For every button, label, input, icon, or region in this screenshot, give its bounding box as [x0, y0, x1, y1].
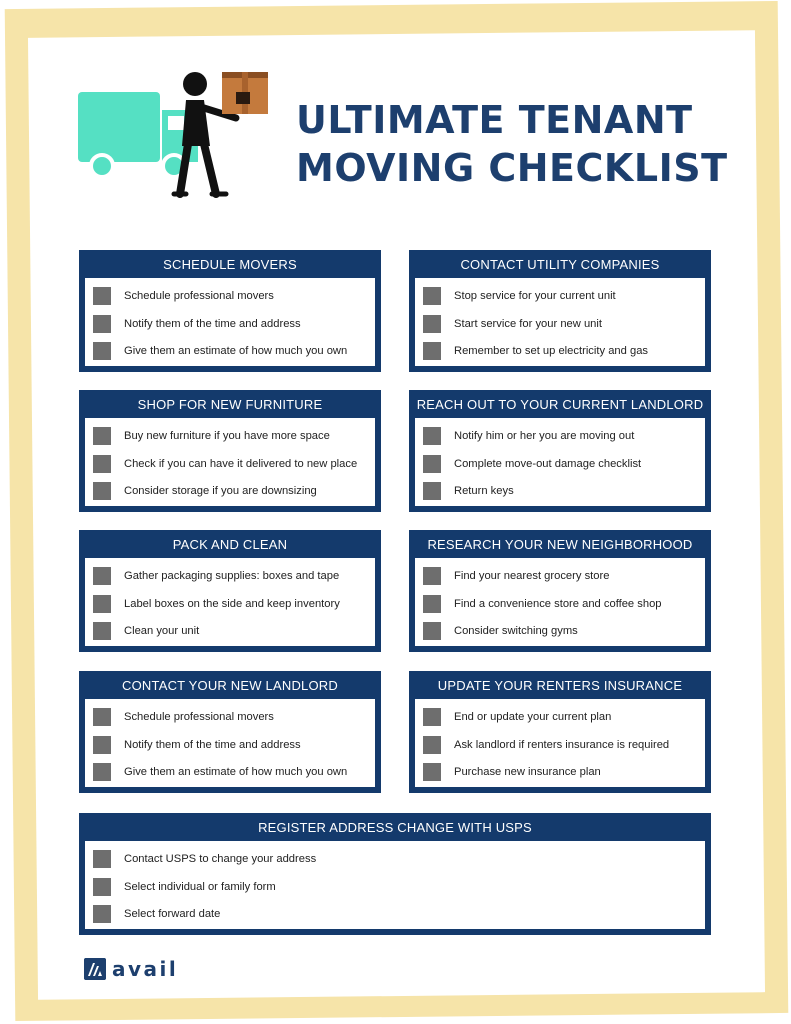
avail-logo-icon	[84, 958, 106, 980]
checkbox[interactable]	[423, 567, 441, 585]
item-label: Schedule professional movers	[124, 711, 274, 723]
item-label: Gather packaging supplies: boxes and tape	[124, 570, 340, 582]
item-label: Consider storage if you are downsizing	[124, 485, 317, 497]
checklist-item[interactable]	[423, 621, 578, 641]
checkbox[interactable]	[423, 315, 441, 333]
section-body	[85, 841, 705, 929]
checkbox[interactable]	[93, 905, 111, 923]
item-label: Contact USPS to change your address	[124, 853, 317, 865]
checkbox[interactable]	[423, 708, 441, 726]
section-title: UPDATE YOUR RENTERS INSURANCE	[437, 678, 683, 693]
section-update-renters-insurance	[409, 671, 711, 793]
checklist-item[interactable]	[93, 286, 274, 306]
checklist-item[interactable]	[93, 735, 301, 755]
checkbox[interactable]	[93, 850, 111, 868]
section-title: REGISTER ADDRESS CHANGE WITH USPS	[258, 820, 532, 835]
checklist-item[interactable]	[93, 762, 347, 782]
item-label: Return keys	[454, 485, 514, 497]
item-label: Check if you can have it delivered to new place	[124, 458, 358, 470]
item-label: End or update your current plan	[454, 711, 612, 723]
checklist-item[interactable]	[93, 594, 340, 614]
checklist-item[interactable]	[423, 594, 662, 614]
section-body	[415, 418, 705, 506]
item-label: Notify them of the time and address	[124, 318, 301, 330]
checklist-item[interactable]	[93, 314, 301, 334]
checklist-item[interactable]	[93, 707, 274, 727]
section-body	[415, 699, 705, 787]
item-label: Give them an estimate of how much you own	[124, 345, 348, 357]
checkbox[interactable]	[93, 482, 111, 500]
item-label: Notify him or her you are moving out	[454, 430, 635, 442]
checkbox[interactable]	[93, 455, 111, 473]
checkbox[interactable]	[93, 736, 111, 754]
item-label: Stop service for your current unit	[454, 290, 616, 302]
section-schedule-movers	[79, 250, 381, 372]
section-contact-new-landlord	[79, 671, 381, 793]
checkbox[interactable]	[93, 287, 111, 305]
item-label: Start service for your new unit	[454, 318, 602, 330]
checklist-item[interactable]	[423, 481, 514, 501]
section-research-new-neighborhood	[409, 530, 711, 652]
section-title: RESEARCH YOUR NEW NEIGHBORHOOD	[427, 537, 693, 552]
checklist-item[interactable]	[93, 454, 357, 474]
item-label: Schedule professional movers	[124, 290, 274, 302]
checkbox[interactable]	[423, 455, 441, 473]
checklist-item[interactable]	[423, 707, 611, 727]
checkbox[interactable]	[423, 287, 441, 305]
section-body	[85, 699, 375, 787]
section-register-address-change-usps	[79, 813, 711, 935]
item-label: Select individual or family form	[124, 881, 276, 893]
checklist-item[interactable]	[93, 341, 347, 361]
section-reach-out-to-current-landlord	[409, 390, 711, 512]
section-title: REACH OUT TO YOUR CURRENT LANDLORD	[416, 397, 704, 412]
item-label: Clean your unit	[124, 625, 200, 637]
checklist-item[interactable]	[93, 426, 330, 446]
checkbox[interactable]	[93, 342, 111, 360]
section-title: CONTACT YOUR NEW LANDLORD	[122, 678, 338, 693]
checklist-item[interactable]	[423, 735, 669, 755]
checkbox[interactable]	[423, 342, 441, 360]
item-label: Find your nearest grocery store	[454, 570, 610, 582]
checkbox[interactable]	[93, 878, 111, 896]
section-body	[85, 278, 375, 366]
section-title: CONTACT UTILITY COMPANIES	[460, 257, 660, 272]
item-label: Remember to set up electricity and gas	[454, 345, 649, 357]
checkbox[interactable]	[423, 595, 441, 613]
checkbox[interactable]	[93, 567, 111, 585]
section-body	[85, 418, 375, 506]
item-label: Ask landlord if renters insurance is required	[454, 739, 670, 751]
checklist-item[interactable]	[423, 454, 641, 474]
checkbox[interactable]	[423, 763, 441, 781]
item-label: Find a convenience store and coffee shop	[454, 598, 662, 610]
section-pack-and-clean	[79, 530, 381, 652]
checkbox[interactable]	[423, 736, 441, 754]
checklist-item[interactable]	[93, 481, 317, 501]
item-label: Complete move-out damage checklist	[454, 458, 642, 470]
checkbox[interactable]	[423, 427, 441, 445]
section-title: SCHEDULE MOVERS	[163, 257, 297, 272]
section-title: SHOP FOR NEW FURNITURE	[137, 397, 323, 412]
checklist-item[interactable]	[93, 904, 220, 924]
item-label: Label boxes on the side and keep inventory	[124, 598, 340, 610]
item-label: Purchase new insurance plan	[454, 766, 601, 778]
checklist-item[interactable]	[423, 762, 601, 782]
checkbox[interactable]	[93, 708, 111, 726]
checklist-item[interactable]	[93, 566, 339, 586]
item-label: Notify them of the time and address	[124, 739, 301, 751]
section-shop-for-new-furniture	[79, 390, 381, 512]
checklist-item[interactable]	[423, 566, 609, 586]
avail-logo	[84, 956, 178, 982]
checklist-item[interactable]	[93, 877, 276, 897]
checkbox[interactable]	[93, 595, 111, 613]
title-line-2: MOVING CHECKLIST	[296, 146, 728, 190]
item-label: Consider switching gyms	[454, 625, 578, 637]
checklist-item[interactable]	[423, 341, 648, 361]
item-label: Give them an estimate of how much you own	[124, 766, 348, 778]
checkbox[interactable]	[93, 763, 111, 781]
checkbox[interactable]	[423, 622, 441, 640]
checklist-item[interactable]	[93, 849, 316, 869]
cardboard-box-icon	[222, 72, 268, 114]
item-label: Select forward date	[124, 908, 221, 920]
page-title	[296, 96, 736, 192]
checklist-item[interactable]	[423, 426, 634, 446]
checkbox[interactable]	[93, 622, 111, 640]
checkbox[interactable]	[93, 427, 111, 445]
checklist-item[interactable]	[423, 314, 602, 334]
checkbox[interactable]	[93, 315, 111, 333]
checklist-item[interactable]	[423, 286, 616, 306]
item-label: Buy new furniture if you have more space	[124, 430, 330, 442]
truck-icon	[78, 92, 198, 177]
section-body	[85, 558, 375, 646]
section-body	[415, 278, 705, 366]
checkbox[interactable]	[423, 482, 441, 500]
avail-logo-text: avail	[112, 957, 179, 981]
section-contact-utility-companies	[409, 250, 711, 372]
checklist-item[interactable]	[93, 621, 199, 641]
section-body	[415, 558, 705, 646]
moving-illustration	[76, 66, 276, 200]
title-line-1: ULTIMATE TENANT	[296, 98, 693, 142]
section-title: PACK AND CLEAN	[172, 537, 288, 552]
